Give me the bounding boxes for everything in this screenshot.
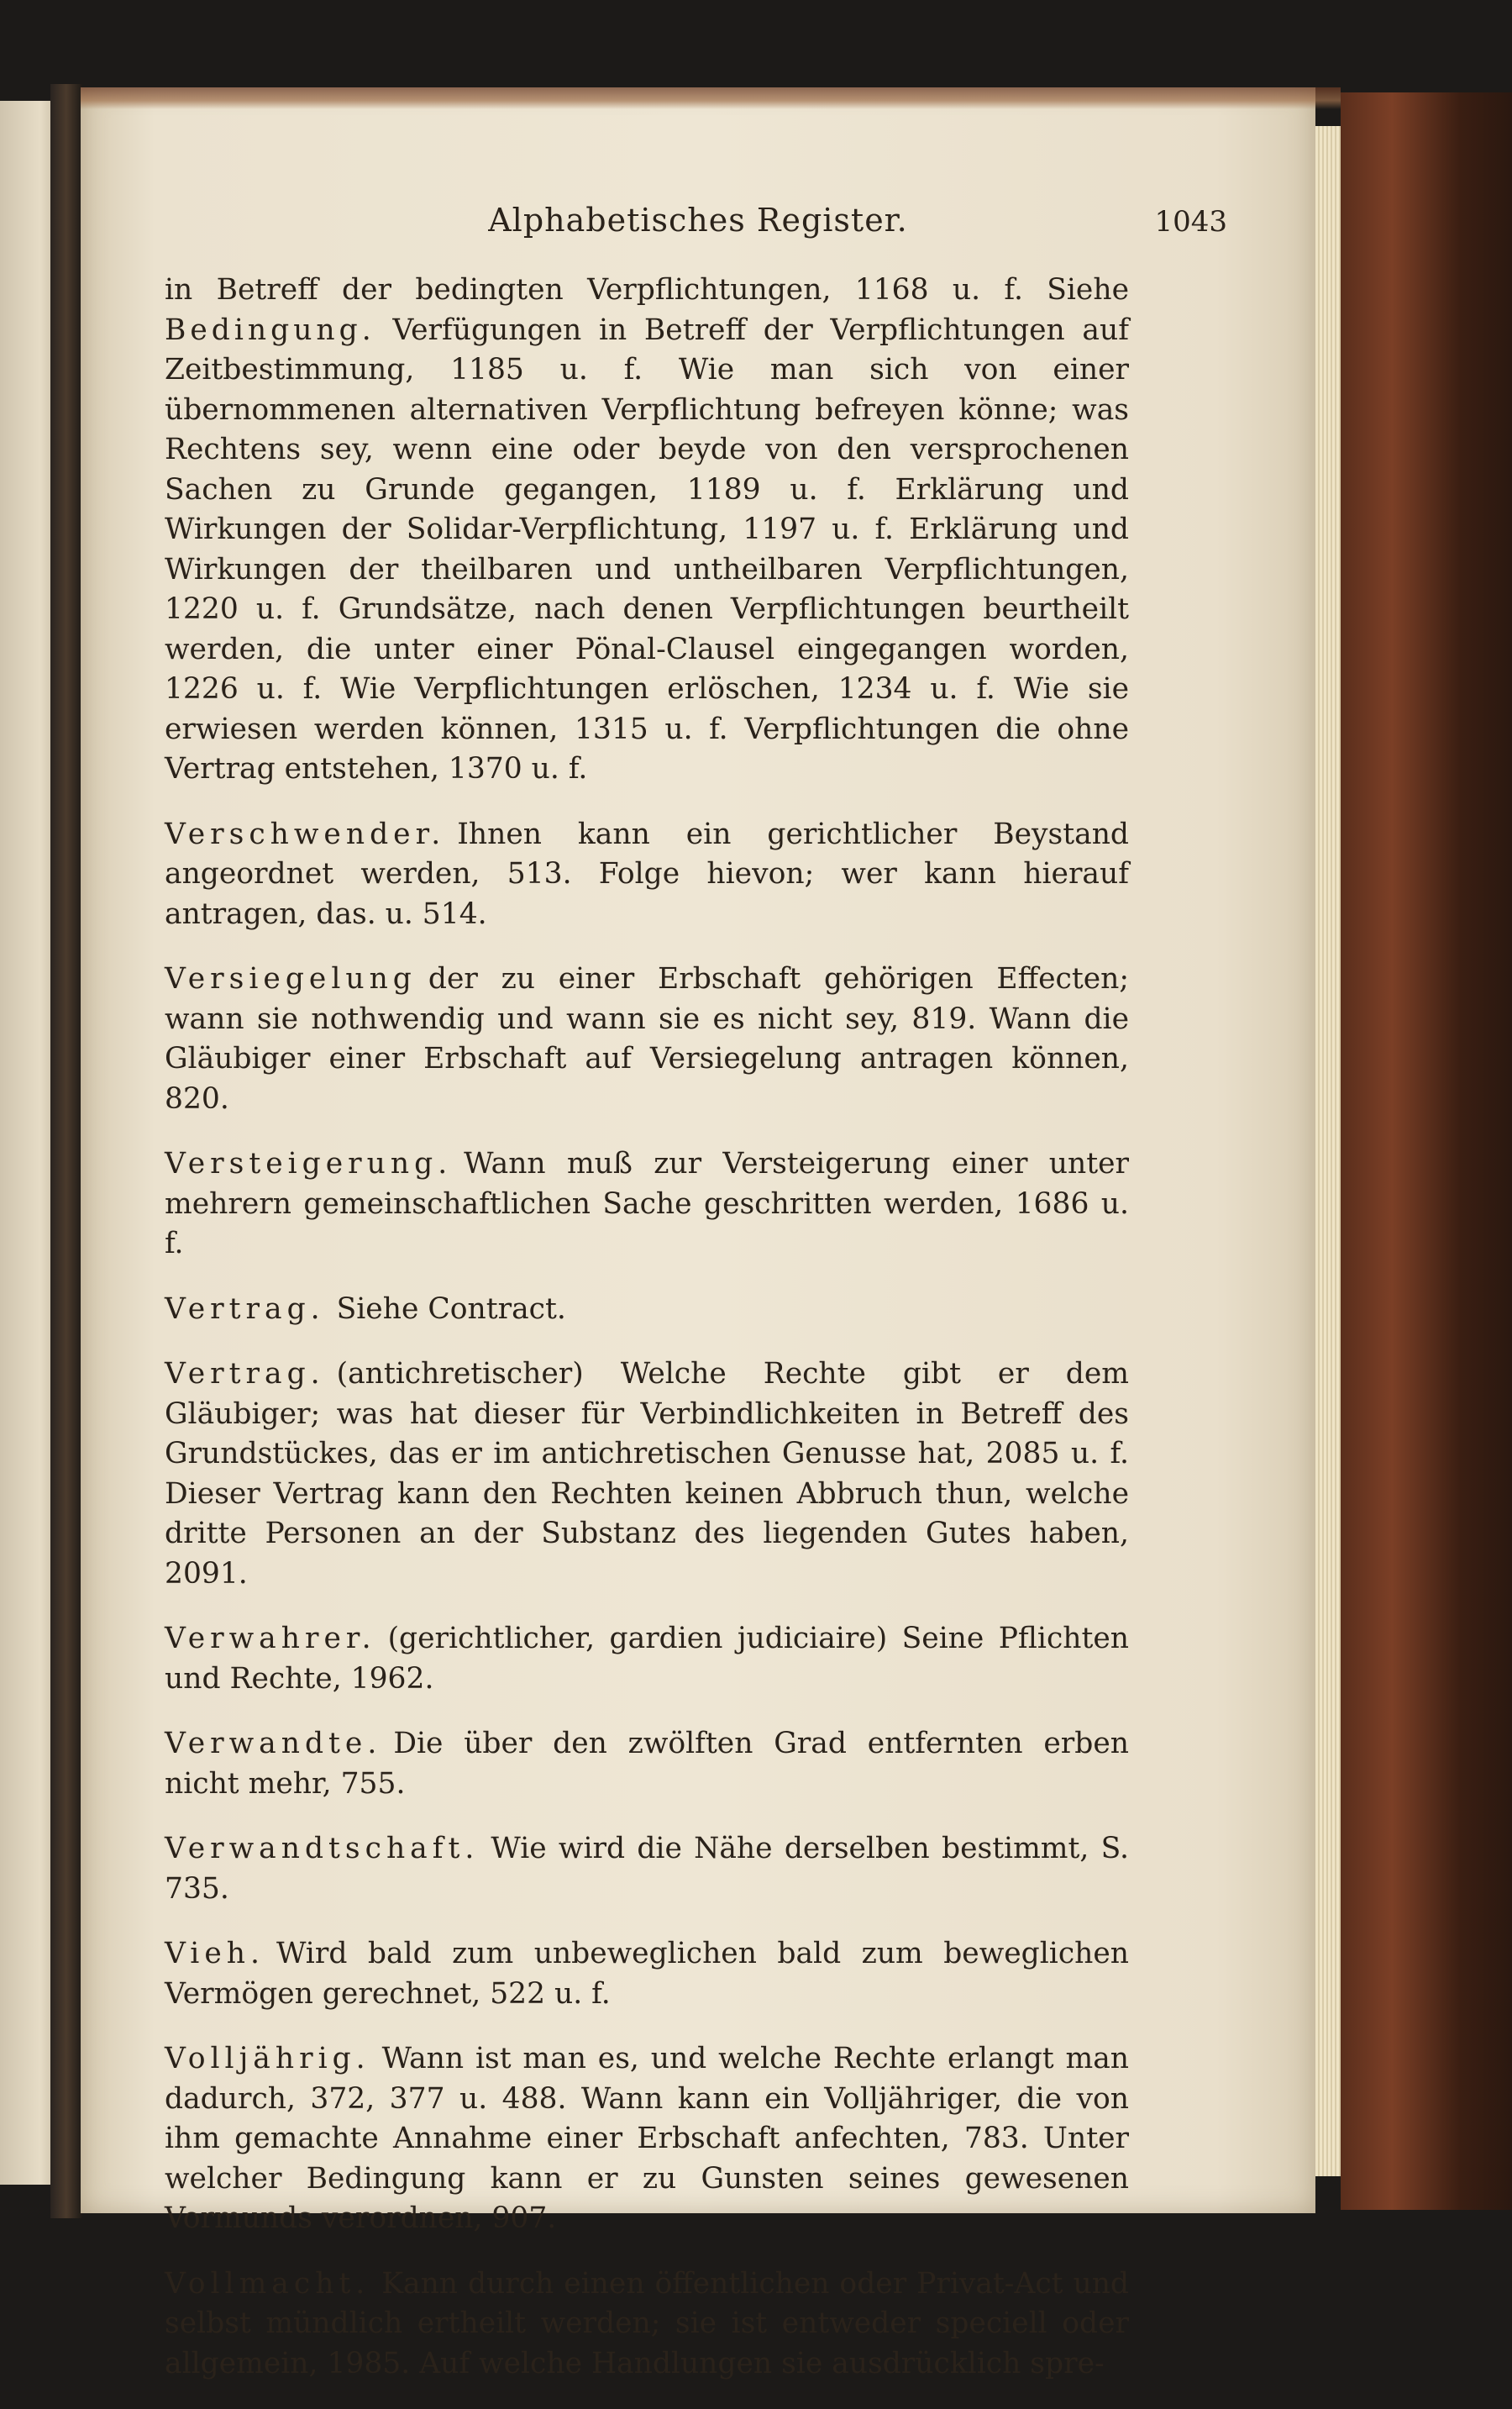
cover-top-edge [81,87,1341,109]
page-header [81,202,1315,252]
continued-entry-text-1: in Betreff der bedingten Verpflichtungen, 1168 u. f. Siehe [165,273,1129,307]
entry-text: Siehe Contract. [336,1291,566,1326]
entry-headword: Versteigerung. [165,1147,453,1181]
register-entry [165,1934,1129,2014]
register-entry [165,1144,1129,1265]
entry-headword: Vollmacht. [165,2266,370,2301]
running-title: Alphabetisches Register. [488,202,908,239]
book-binding [50,84,82,2218]
register-entry [165,1829,1129,1909]
page-number: 1043 [1154,205,1227,239]
entry-text: Wie wird die Nähe derselben bestimmt, S. 735. [165,1832,1129,1906]
cross-reference: Bedingung. [165,313,375,347]
entry-text: (gerichtlicher, gardien judiciaire) Seine Pflichten und Rechte, 1962. [165,1622,1129,1696]
register-entry [165,1619,1129,1699]
register-entry [165,960,1129,1119]
entry-text: Wann ist man es, und welche Rechte erlangt man dadurch, 372, 377 u. 488. Wann kann ein Volljähriger, die von ihm gemachte Annahme einer Erbschaft anfechten, 783. Unter welcher Bedingung kann er zu Gunsten seines gewesenen Vormunds verordnen, 907. [165,2042,1129,2235]
book-cover [1341,92,1512,2210]
register-entry [165,1290,1129,1330]
entry-text: Kann durch einen öffentlichen oder Privat-Act und selbst mündlich ertheilt werden; sie ist entweder speciell oder allgemein, 1985. Auf welche Handlungen sie ausdrücklich spre- [165,2266,1129,2380]
entry-text: Ihnen kann ein gerichtlicher Beystand angeordnet werden, 513. Folge hievon; wer kann hierauf antragen, das. u. 514. [165,817,1129,931]
entry-headword: Verwandte. [165,1727,382,1760]
page-block-edge [1315,126,1341,2176]
entry-headword: Versiegelung [165,962,417,996]
register-entry [165,1354,1129,1594]
entry-text: (antichretischer) Welche Rechte gibt er dem Gläubiger; was hat dieser für Verbindlichkeiten in Betreff des Grundstückes, das er im antichretischen Genusse hat, 2085 u. f. Dieser Vertrag kann den Rechten keinen Abbruch thun, welche dritte Personen an der Substanz des liegenden Gutes haben, 2091. [165,1357,1129,1591]
entry-text: der zu einer Erbschaft gehörigen Effecten; wann sie nothwendig und wann sie es nicht sey, 819. Wann die Gläubiger einer Erbschaft auf Versiegelung antragen können, 820. [165,962,1129,1116]
entry-text: Die über den zwölften Grad entfernten erben nicht mehr, 755. [165,1727,1129,1801]
continued-entry-text-2: Verfügungen in Betreff der Verpflichtungen auf Zeitbestimmung, 1185 u. f. Wie man sich von einer übernommenen alternativen Verpflichtung befreyen könne; was Rechtens sey, wenn eine oder beyde von den versprochenen Sachen zu Grunde gegangen, 1189 u. f. Erklärung und Wirkungen der Solidar-Verpflichtung, 1197 u. f. Erklärung und Wirkungen der theilbaren und untheilbaren Verpflichtungen, 1220 u. f. Grundsätze, nach denen Verpflichtungen beurtheilt werden, die unter einer Pönal-Clausel eingegangen worden, 1226 u. f. Wie Verpflichtungen erlöschen, 1234 u. f. Wie sie erwiesen werden können, 1315 u. f. Verpflichtungen die ohne Vertrag entstehen, 1370 u. f. [165,313,1129,786]
entry-headword: Verschwender. [165,817,446,851]
register-entry [165,1724,1129,1804]
entry-headword: Vertrag. [165,1357,325,1391]
register-entry [165,815,1129,935]
entry-text: Wann muß zur Versteigerung einer unter mehrern gemeinschaftlichen Sache geschritten werden, 1686 u. f. [165,1147,1129,1260]
entry-headword: Verwandtschaft. [165,1832,480,1865]
register-entry [165,2264,1129,2385]
entry-headword: Vieh. [165,1937,265,1970]
entry-headword: Verwahrer. [165,1622,376,1655]
register-entry [165,2039,1129,2239]
continued-entry [165,271,1129,790]
entry-headword: Vertrag. [165,1291,325,1326]
entry-text: Wird bald zum unbeweglichen bald zum beweglichen Vermögen gerechnet, 522 u. f. [165,1937,1129,2011]
entry-headword: Volljährig. [165,2042,370,2075]
register-text [165,271,1129,2409]
